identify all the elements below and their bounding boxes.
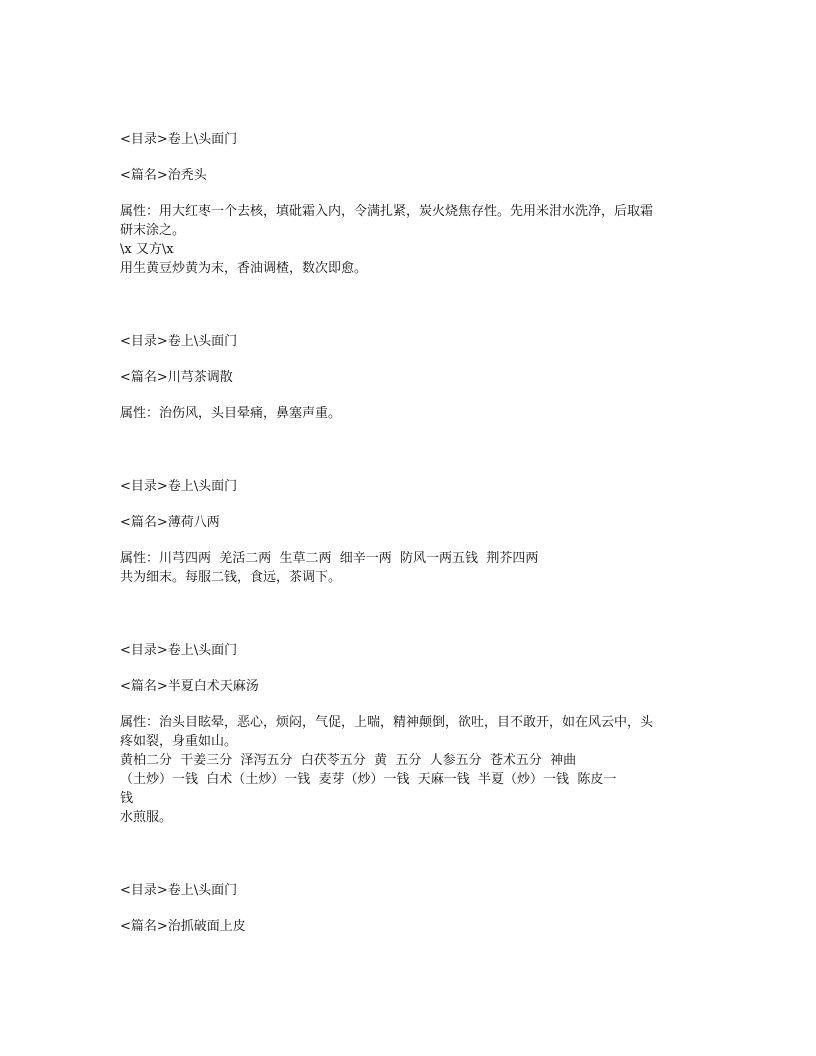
body-line: 属性：用大红枣一个去核，填砒霜入内，令满扎紧，炭火烧焦存性。先用米泔水洗净，后取霜 (120, 204, 654, 219)
entry (120, 641, 710, 827)
entry (120, 130, 710, 278)
body-line: 水煎服。 (120, 810, 173, 825)
body-line: 用生黄豆炒黄为末，香油调楂，数次即愈。 (120, 261, 368, 276)
catalog-line: <目录>卷上\头面门 (120, 334, 238, 349)
title-line: <篇名>治秃头 (120, 168, 207, 183)
body-line: 属性：治头目眩晕，恶心，烦闷，气促，上喘，精神颠倒，欲吐，目不敢开，如在风云中，头 (120, 715, 654, 730)
title-line: <篇名>半夏白术天麻汤 (120, 679, 259, 694)
body-line: 属性：川芎四两 羌活二两 生草二两 细辛一两 防风一两五钱 荆芥四两 (120, 551, 539, 566)
entry (120, 332, 710, 423)
body-line: 研末涂之。 (120, 223, 186, 238)
body-line: 钱 (120, 791, 134, 806)
catalog-line: <目录>卷上\头面门 (120, 132, 238, 147)
catalog-line: <目录>卷上\头面门 (120, 479, 238, 494)
body-line: \x 又方\x (120, 242, 174, 257)
body-line: 属性：治伤风，头目晕痛，鼻塞声重。 (120, 406, 342, 421)
entry (120, 477, 710, 587)
document-page (120, 130, 710, 936)
title-line: <篇名>治抓破面上皮 (120, 919, 246, 934)
catalog-line: <目录>卷上\头面门 (120, 883, 238, 898)
title-line: <篇名>薄荷八两 (120, 515, 220, 530)
entry (120, 881, 710, 936)
body-line: 黄柏二分 干姜三分 泽泻五分 白茯苓五分 黄 五分 人参五分 苍术五分 神曲 (120, 753, 577, 768)
catalog-line: <目录>卷上\头面门 (120, 643, 238, 658)
body-line: （土炒）一钱 白术（土炒）一钱 麦芽（炒）一钱 天麻一钱 半夏（炒）一钱 陈皮一 (120, 772, 617, 787)
body-line: 疼如裂，身重如山。 (120, 734, 238, 749)
title-line: <篇名>川芎茶调散 (120, 370, 233, 385)
body-line: 共为细末。每服二钱，食远，茶调下。 (120, 570, 342, 585)
